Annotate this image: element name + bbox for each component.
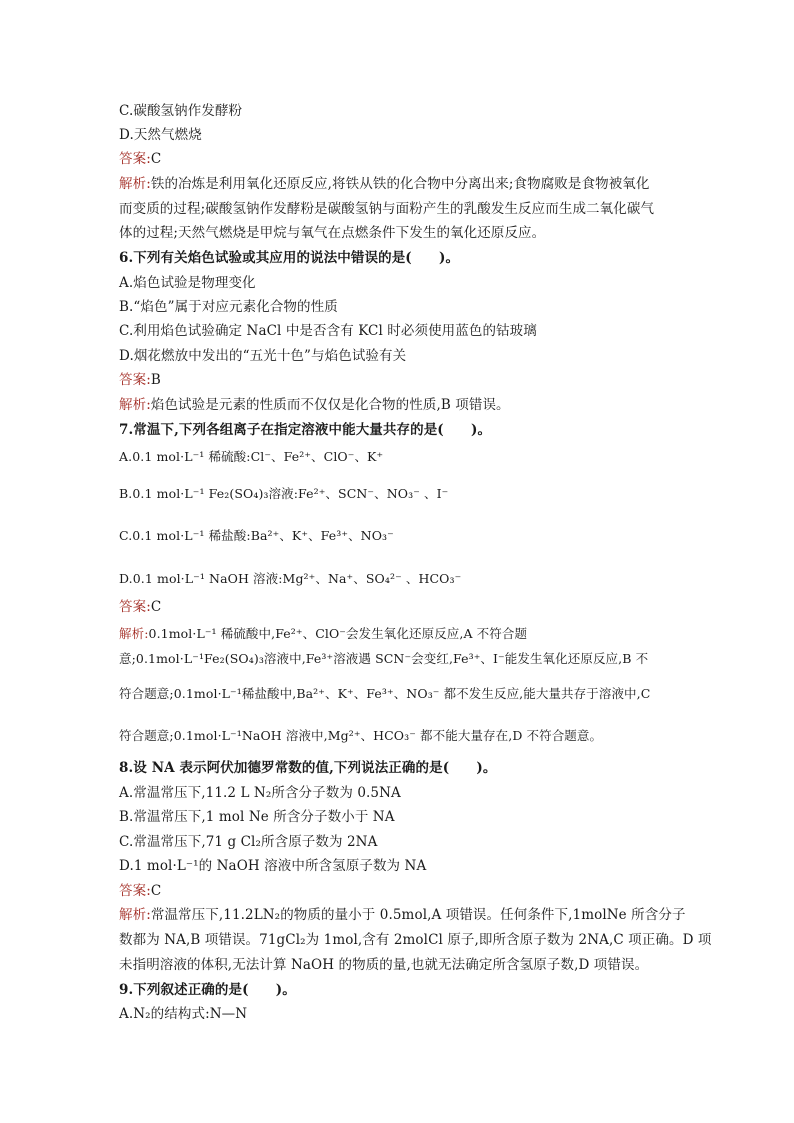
explanation: 解析:常温常压下,11.2LN₂的物质的量小于 0.5mol,A 项错误。任何条件下,1molNe 所含分子 [119,907,686,923]
option-d: D.天然气燃烧 [119,127,202,143]
explanation-label: 解析: [119,176,151,192]
explanation: 解析:0.1mol·L⁻¹ 稀硫酸中,Fe²⁺、ClO⁻会发生氧化还原反应,A 不符合题 [119,626,528,641]
answer-label: 答案: [119,599,151,615]
answer: 答案:C [119,883,162,899]
question-8: 8.设 NA 表示阿伏加德罗常数的值,下列说法正确的是( )。 [119,760,497,776]
explanation: 体的过程;天然气燃烧是甲烷与氧气在点燃条件下发生的氧化还原反应。 [119,225,546,241]
explanation-label: 解析: [119,907,151,923]
explanation-label: 解析: [119,626,149,641]
explanation: 数都为 NA,B 项错误。71gCl₂为 1mol,含有 2molCl 原子,即所含原子数为 2NA,C 项正确。D 项 [119,932,712,948]
option-c: C.利用焰色试验确定 NaCl 中是否含有 KCl 时必须使用蓝色的钴玻璃 [119,323,537,339]
explanation: 而变质的过程;碳酸氢钠作发酵粉是碳酸氢钠与面粉产生的乳酸发生反应而生成二氧化碳气 [119,201,655,217]
option-c: C.0.1 mol·L⁻¹ 稀盐酸:Ba²⁺、K⁺、Fe³⁺、NO₃⁻ [119,528,394,543]
question-9: 9.下列叙述正确的是( )。 [119,982,296,998]
option-b: B.“焰色”属于对应元素化合物的性质 [119,299,338,315]
answer: 答案:C [119,151,162,167]
option-b: B.0.1 mol·L⁻¹ Fe₂(SO₄)₃溶液:Fe²⁺、SCN⁻、NO₃⁻ 、I⁻ [119,486,449,501]
option-a: A.焰色试验是物理变化 [119,275,256,291]
explanation: 解析:铁的冶炼是利用氧化还原反应,将铁从铁的化合物中分离出来;食物腐败是食物被氧化 [119,176,650,192]
answer: 答案:C [119,599,162,615]
explanation: 符合题意;0.1mol·L⁻¹NaOH 溶液中,Mg²⁺、HCO₃⁻ 都不能大量存在,D 不符合题意。 [119,728,603,743]
option-c: C.常温常压下,71 g Cl₂所含原子数为 2NA [119,834,378,850]
explanation: 意;0.1mol·L⁻¹Fe₂(SO₄)₃溶液中,Fe³⁺溶液遇 SCN⁻会变红,Fe³⁺、I⁻能发生氧化还原反应,B 不 [119,651,649,666]
explanation: 解析:焰色试验是元素的性质而不仅仅是化合物的性质,B 项错误。 [119,397,510,413]
option-a: A.0.1 mol·L⁻¹ 稀硫酸:Cl⁻、Fe²⁺、ClO⁻、K⁺ [119,449,384,464]
explanation-label: 解析: [119,397,151,413]
question-7: 7.常温下,下列各组离子在指定溶液中能大量共存的是( )。 [119,422,492,438]
explanation: 未指明溶液的体积,无法计算 NaOH 的物质的量,也就无法确定所含氢原子数,D 项错误。 [119,957,649,973]
answer-label: 答案: [119,151,151,167]
option-d: D.烟花燃放中发出的“五光十色”与焰色试验有关 [119,348,407,364]
answer-label: 答案: [119,883,151,899]
question-6: 6.下列有关焰色试验或其应用的说法中错误的是( )。 [119,250,460,266]
answer-label: 答案: [119,372,151,388]
option-a: A.常温常压下,11.2 L N₂所含分子数为 0.5NA [119,785,401,801]
option-b: B.常温常压下,1 mol Ne 所含分子数小于 NA [119,809,395,825]
option-a: A.N₂的结构式:N—N [119,1006,248,1022]
option-d: D.0.1 mol·L⁻¹ NaOH 溶液:Mg²⁺、Na⁺、SO₄²⁻ 、HCO₃⁻ [119,571,462,586]
explanation: 符合题意;0.1mol·L⁻¹稀盐酸中,Ba²⁺、K⁺、Fe³⁺、NO₃⁻ 都不发生反应,能大量共存于溶液中,C [119,686,651,701]
option-c: C.碳酸氢钠作发酵粉 [119,103,243,119]
answer: 答案:B [119,372,161,388]
option-d: D.1 mol·L⁻¹的 NaOH 溶液中所含氢原子数为 NA [119,858,427,874]
